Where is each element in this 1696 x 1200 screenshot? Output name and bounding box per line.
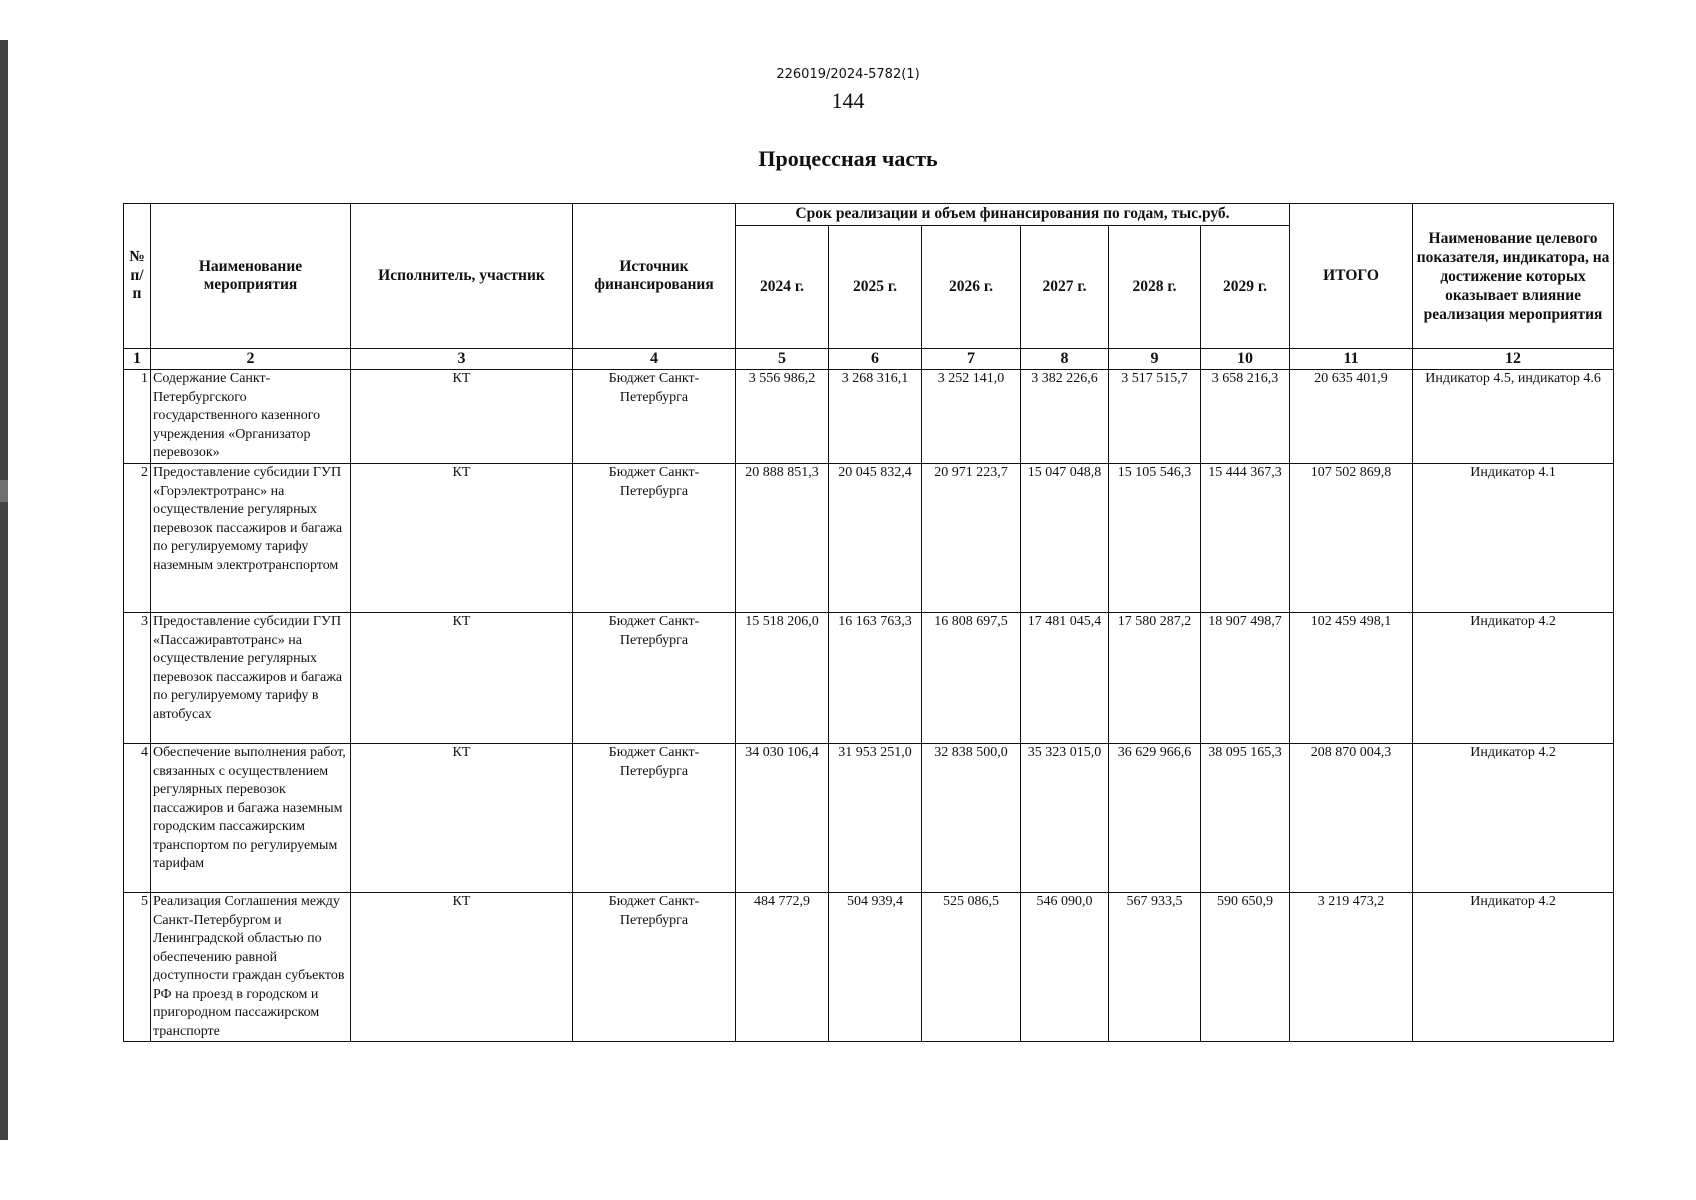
row-source: Бюджет Санкт-Петербурга [573, 893, 736, 1042]
row-source: Бюджет Санкт-Петербурга [573, 744, 736, 893]
column-number: 7 [922, 349, 1021, 370]
row-year-value: 546 090,0 [1021, 893, 1109, 1042]
header-total: ИТОГО [1290, 204, 1413, 349]
row-year-value: 18 907 498,7 [1201, 613, 1290, 744]
row-year-value: 32 838 500,0 [922, 744, 1021, 893]
row-year-value: 15 105 546,3 [1109, 464, 1201, 613]
row-num: 2 [124, 464, 151, 613]
row-year-value: 3 268 316,1 [829, 370, 922, 464]
row-year-value: 567 933,5 [1109, 893, 1201, 1042]
row-year-value: 590 650,9 [1201, 893, 1290, 1042]
row-name: Обеспечение выполнения работ, связанных с осуществлением регулярных перевозок пассажиров и багажа наземным городским пассажирским транспортом по регулируемым тарифам [151, 744, 351, 893]
row-year-value: 17 580 287,2 [1109, 613, 1201, 744]
row-year-value: 16 163 763,3 [829, 613, 922, 744]
column-number: 1 [124, 349, 151, 370]
row-source: Бюджет Санкт-Петербурга [573, 464, 736, 613]
row-indicator: Индикатор 4.2 [1413, 613, 1614, 744]
row-year-value: 3 252 141,0 [922, 370, 1021, 464]
row-year-value: 3 658 216,3 [1201, 370, 1290, 464]
column-number: 4 [573, 349, 736, 370]
row-name: Реализация Соглашения между Санкт-Петербургом и Ленинградской областью по обеспечению равной доступности граждан субъектов РФ на проезд в городском и пригородном пассажирском транспорте [151, 893, 351, 1042]
row-year-value: 504 939,4 [829, 893, 922, 1042]
row-executor: КТ [351, 370, 573, 464]
table-row [124, 893, 1614, 1042]
header-year: 2026 г. [922, 226, 1021, 349]
row-year-value: 15 518 206,0 [736, 613, 829, 744]
row-year-value: 20 971 223,7 [922, 464, 1021, 613]
row-year-value: 20 888 851,3 [736, 464, 829, 613]
row-indicator: Индикатор 4.1 [1413, 464, 1614, 613]
row-source: Бюджет Санкт-Петербурга [573, 370, 736, 464]
row-year-value: 34 030 106,4 [736, 744, 829, 893]
header-period: Срок реализации и объем финансирования по годам, тыс.руб. [736, 204, 1290, 226]
row-executor: КТ [351, 464, 573, 613]
row-year-value: 484 772,9 [736, 893, 829, 1042]
row-num: 3 [124, 613, 151, 744]
column-number: 2 [151, 349, 351, 370]
row-year-value: 3 556 986,2 [736, 370, 829, 464]
row-total: 3 219 473,2 [1290, 893, 1413, 1042]
row-executor: КТ [351, 893, 573, 1042]
row-total: 20 635 401,9 [1290, 370, 1413, 464]
row-indicator: Индикатор 4.2 [1413, 744, 1614, 893]
row-year-value: 38 095 165,3 [1201, 744, 1290, 893]
header-year: 2029 г. [1201, 226, 1290, 349]
header-name: Наименование мероприятия [151, 204, 351, 349]
row-year-value: 3 382 226,6 [1021, 370, 1109, 464]
row-indicator: Индикатор 4.2 [1413, 893, 1614, 1042]
row-executor: КТ [351, 613, 573, 744]
column-number: 3 [351, 349, 573, 370]
scan-edge-artifact [0, 40, 8, 1140]
column-number: 9 [1109, 349, 1201, 370]
row-num: 5 [124, 893, 151, 1042]
process-part-table [123, 203, 1614, 1042]
row-year-value: 20 045 832,4 [829, 464, 922, 613]
row-year-value: 17 481 045,4 [1021, 613, 1109, 744]
row-total: 102 459 498,1 [1290, 613, 1413, 744]
header-executor: Исполнитель, участник [351, 204, 573, 349]
header-year: 2027 г. [1021, 226, 1109, 349]
table-row [124, 613, 1614, 744]
column-number: 8 [1021, 349, 1109, 370]
row-year-value: 15 047 048,8 [1021, 464, 1109, 613]
header-num: № п/п [124, 204, 151, 349]
table-row [124, 370, 1614, 464]
row-indicator: Индикатор 4.5, индикатор 4.6 [1413, 370, 1614, 464]
row-name: Предоставление субсидии ГУП «Пассажиравтотранс» на осуществление регулярных перевозок пассажиров и багажа по регулируемому тарифу в автобусах [151, 613, 351, 744]
row-year-value: 15 444 367,3 [1201, 464, 1290, 613]
row-name: Предоставление субсидии ГУП «Горэлектротранс» на осуществление регулярных перевозок пассажиров и багажа по регулируемому тарифу наземным электротранспортом [151, 464, 351, 613]
column-number: 11 [1290, 349, 1413, 370]
row-year-value: 16 808 697,5 [922, 613, 1021, 744]
header-year: 2024 г. [736, 226, 829, 349]
column-number: 5 [736, 349, 829, 370]
row-num: 1 [124, 370, 151, 464]
table-row [124, 464, 1614, 613]
row-name: Содержание Санкт-Петербургского государственного казенного учреждения «Организатор перевозок» [151, 370, 351, 464]
row-executor: КТ [351, 744, 573, 893]
column-number: 10 [1201, 349, 1290, 370]
header-source: Источник финансирования [573, 204, 736, 349]
row-total: 107 502 869,8 [1290, 464, 1413, 613]
row-total: 208 870 004,3 [1290, 744, 1413, 893]
row-year-value: 525 086,5 [922, 893, 1021, 1042]
row-source: Бюджет Санкт-Петербурга [573, 613, 736, 744]
row-num: 4 [124, 744, 151, 893]
column-number: 12 [1413, 349, 1614, 370]
table-row [124, 744, 1614, 893]
header-indicator: Наименование целевого показателя, индикатора, на достижение которых оказывает влияние реализация мероприятия [1413, 204, 1614, 349]
header-year: 2025 г. [829, 226, 922, 349]
header-year: 2028 г. [1109, 226, 1201, 349]
document-id: 226019/2024-5782(1) [776, 67, 920, 82]
column-number: 6 [829, 349, 922, 370]
row-year-value: 35 323 015,0 [1021, 744, 1109, 893]
page-number: 144 [831, 88, 865, 113]
row-year-value: 31 953 251,0 [829, 744, 922, 893]
page-title: Процессная часть [758, 146, 938, 171]
row-year-value: 36 629 966,6 [1109, 744, 1201, 893]
row-year-value: 3 517 515,7 [1109, 370, 1201, 464]
